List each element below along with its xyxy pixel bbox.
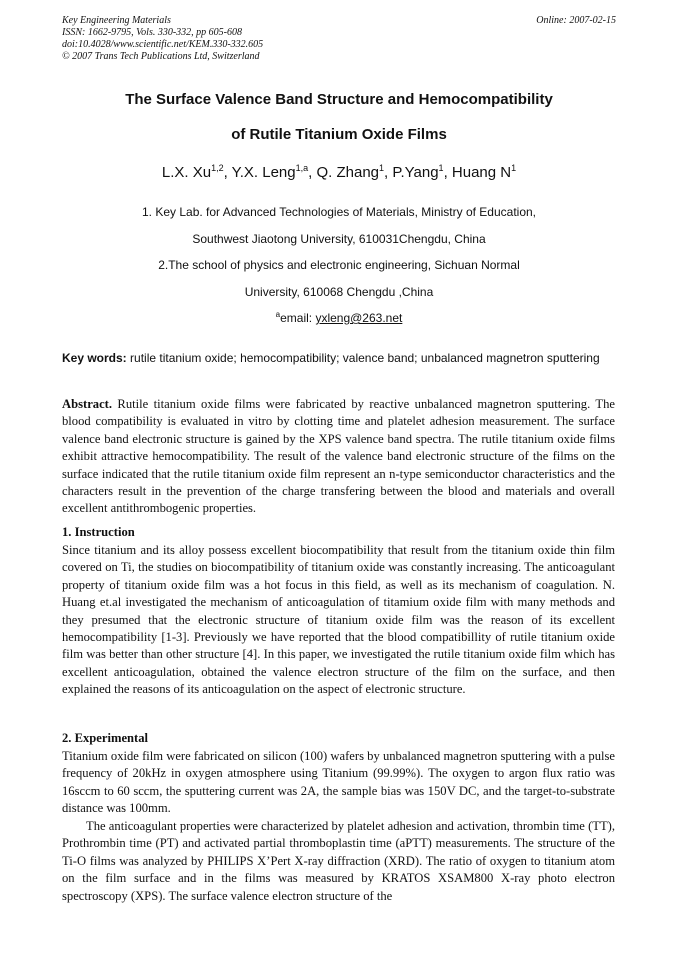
doi-line: doi:10.4028/www.scientific.net/KEM.330-332.605: [62, 39, 264, 50]
author-list: [62, 163, 616, 181]
author-name: Y.X. Leng: [231, 164, 296, 181]
author-affiliation-sup: 1: [511, 163, 517, 173]
email-label: email:: [280, 311, 316, 325]
journal-name: Key Engineering Materials: [62, 15, 171, 26]
affiliation-1-line2: Southwest Jiaotong University, 610031Chengdu, China: [192, 232, 486, 246]
keywords-text: rutile titanium oxide; hemocompatibility; valence band; unbalanced magnetron sputtering: [126, 351, 600, 365]
affiliation-1-line1: 1. Key Lab. for Advanced Technologies of Materials, Ministry of Education,: [142, 205, 536, 219]
author-name: Q. Zhang: [316, 164, 380, 181]
paper-title-line1: The Surface Valence Band Structure and Hemocompatibility: [125, 91, 553, 108]
experimental-paragraph-1: Titanium oxide film were fabricated on silicon (100) wafers by unbalanced magnetron sputtering with a pulse frequency of 20kHz in oxygen atmosphere using Titanium (99.99%). The oxygen to argon flux ratio was 16sccm to 60 sccm, the sputtering current was 2A, the sample bias was 150V DC, and the target-to-substrate distance was 100mm.: [62, 749, 615, 816]
experimental-paragraph-2: The anticoagulant properties were characterized by platelet adhesion and activation, thrombin time (TT), Prothrombin time (PT) and activated partial thromboplastin time (aPTT) measurements. The structure of the Ti-O films was analyzed by PHILIPS X’Pert X-ray diffraction (XRD). The ratio of oxygen to titanium atom on the film surface and in the films was measured by KRATOS XSAM800 X-ray photo electron spectroscopy (XPS). The surface valence electron structure of the: [62, 819, 615, 903]
introduction-paragraph: Since titanium and its alloy possess excellent biocompatibility that result from the titanium oxide thin film covered on Ti, the studies on biocompatibility of titanium oxide was constantly increasing. The anticoagulant property of titanium oxide film was a hot focus in this field, as well as its mechanism of coagulation. N. Huang et.al investigated the mechanism of anticoagulation of titamium oxide film with many methods and they presumed that the electronic structure of titanium oxide film was the reason of its excellent hemocompatibility [1-3]. Previously we have reported that the blood compatibillity of rutile titanium oxide film was better than other structure [4]. In this paper, we investigated the rutile titanium oxide film which has excellent anticoagulation, obtained the valence electron structure of the film on the surface, and then explained the reasons of its anticoagulation on the aspect of electronic structure.: [62, 543, 615, 697]
author-name: Huang N: [451, 164, 512, 181]
author-separator: ,: [223, 164, 232, 181]
author-affiliation-sup: 1,a: [295, 163, 309, 173]
keywords: [62, 349, 615, 367]
author-separator: ,: [384, 164, 393, 181]
author-affiliation-sup: 1: [379, 163, 385, 173]
journal-header: [62, 15, 616, 63]
section-heading-experimental: 2. Experimental: [62, 731, 149, 745]
keywords-label: Key words:: [62, 351, 127, 365]
author-separator: ,: [443, 164, 452, 181]
abstract-label: Abstract.: [62, 397, 113, 411]
section-heading-introduction: 1. Instruction: [62, 525, 135, 539]
issn-line: ISSN: 1662-9795, Vols. 330-332, pp 605-608: [62, 27, 242, 38]
email-sup: a: [275, 310, 281, 319]
corresponding-email: [62, 310, 616, 325]
abstract: [62, 396, 615, 518]
paper-title-line2: of Rutile Titanium Oxide Films: [231, 126, 447, 143]
online-date: Online: 2007-02-15: [536, 15, 616, 26]
abstract-text: Rutile titanium oxide films were fabricated by reactive unbalanced magnetron sputtering. The blood compatibility is evaluated in vitro by clotting time and platelet adhesion measurement. The surface valence band electronic structure is gained by the XPS valence band spectra. The rutile titanium oxide films exhibit attractive hemocompatibility. The result of the valence band electronic structure of the films on the surface indicated that the rutile titanium oxide film represent an n-type semiconductor characteristics and the characters result in the prevention of the charge transfering between the blood and materials and overall excellent antithrombogenic properties.: [62, 397, 615, 516]
author-separator: ,: [308, 164, 317, 181]
author-name: L.X. Xu: [161, 164, 212, 181]
email-link[interactable]: yxleng@263.net: [315, 311, 403, 325]
author-affiliation-sup: 1,2: [211, 163, 224, 173]
copyright-line: © 2007 Trans Tech Publications Ltd, Switzerland: [62, 51, 260, 62]
author-affiliation-sup: 1: [438, 163, 444, 173]
affiliation-2-line1: 2.The school of physics and electronic engineering, Sichuan Normal: [158, 258, 520, 272]
affiliation-2-line2: University, 610068 Chengdu ,China: [244, 285, 434, 299]
author-name: P.Yang: [392, 164, 439, 181]
